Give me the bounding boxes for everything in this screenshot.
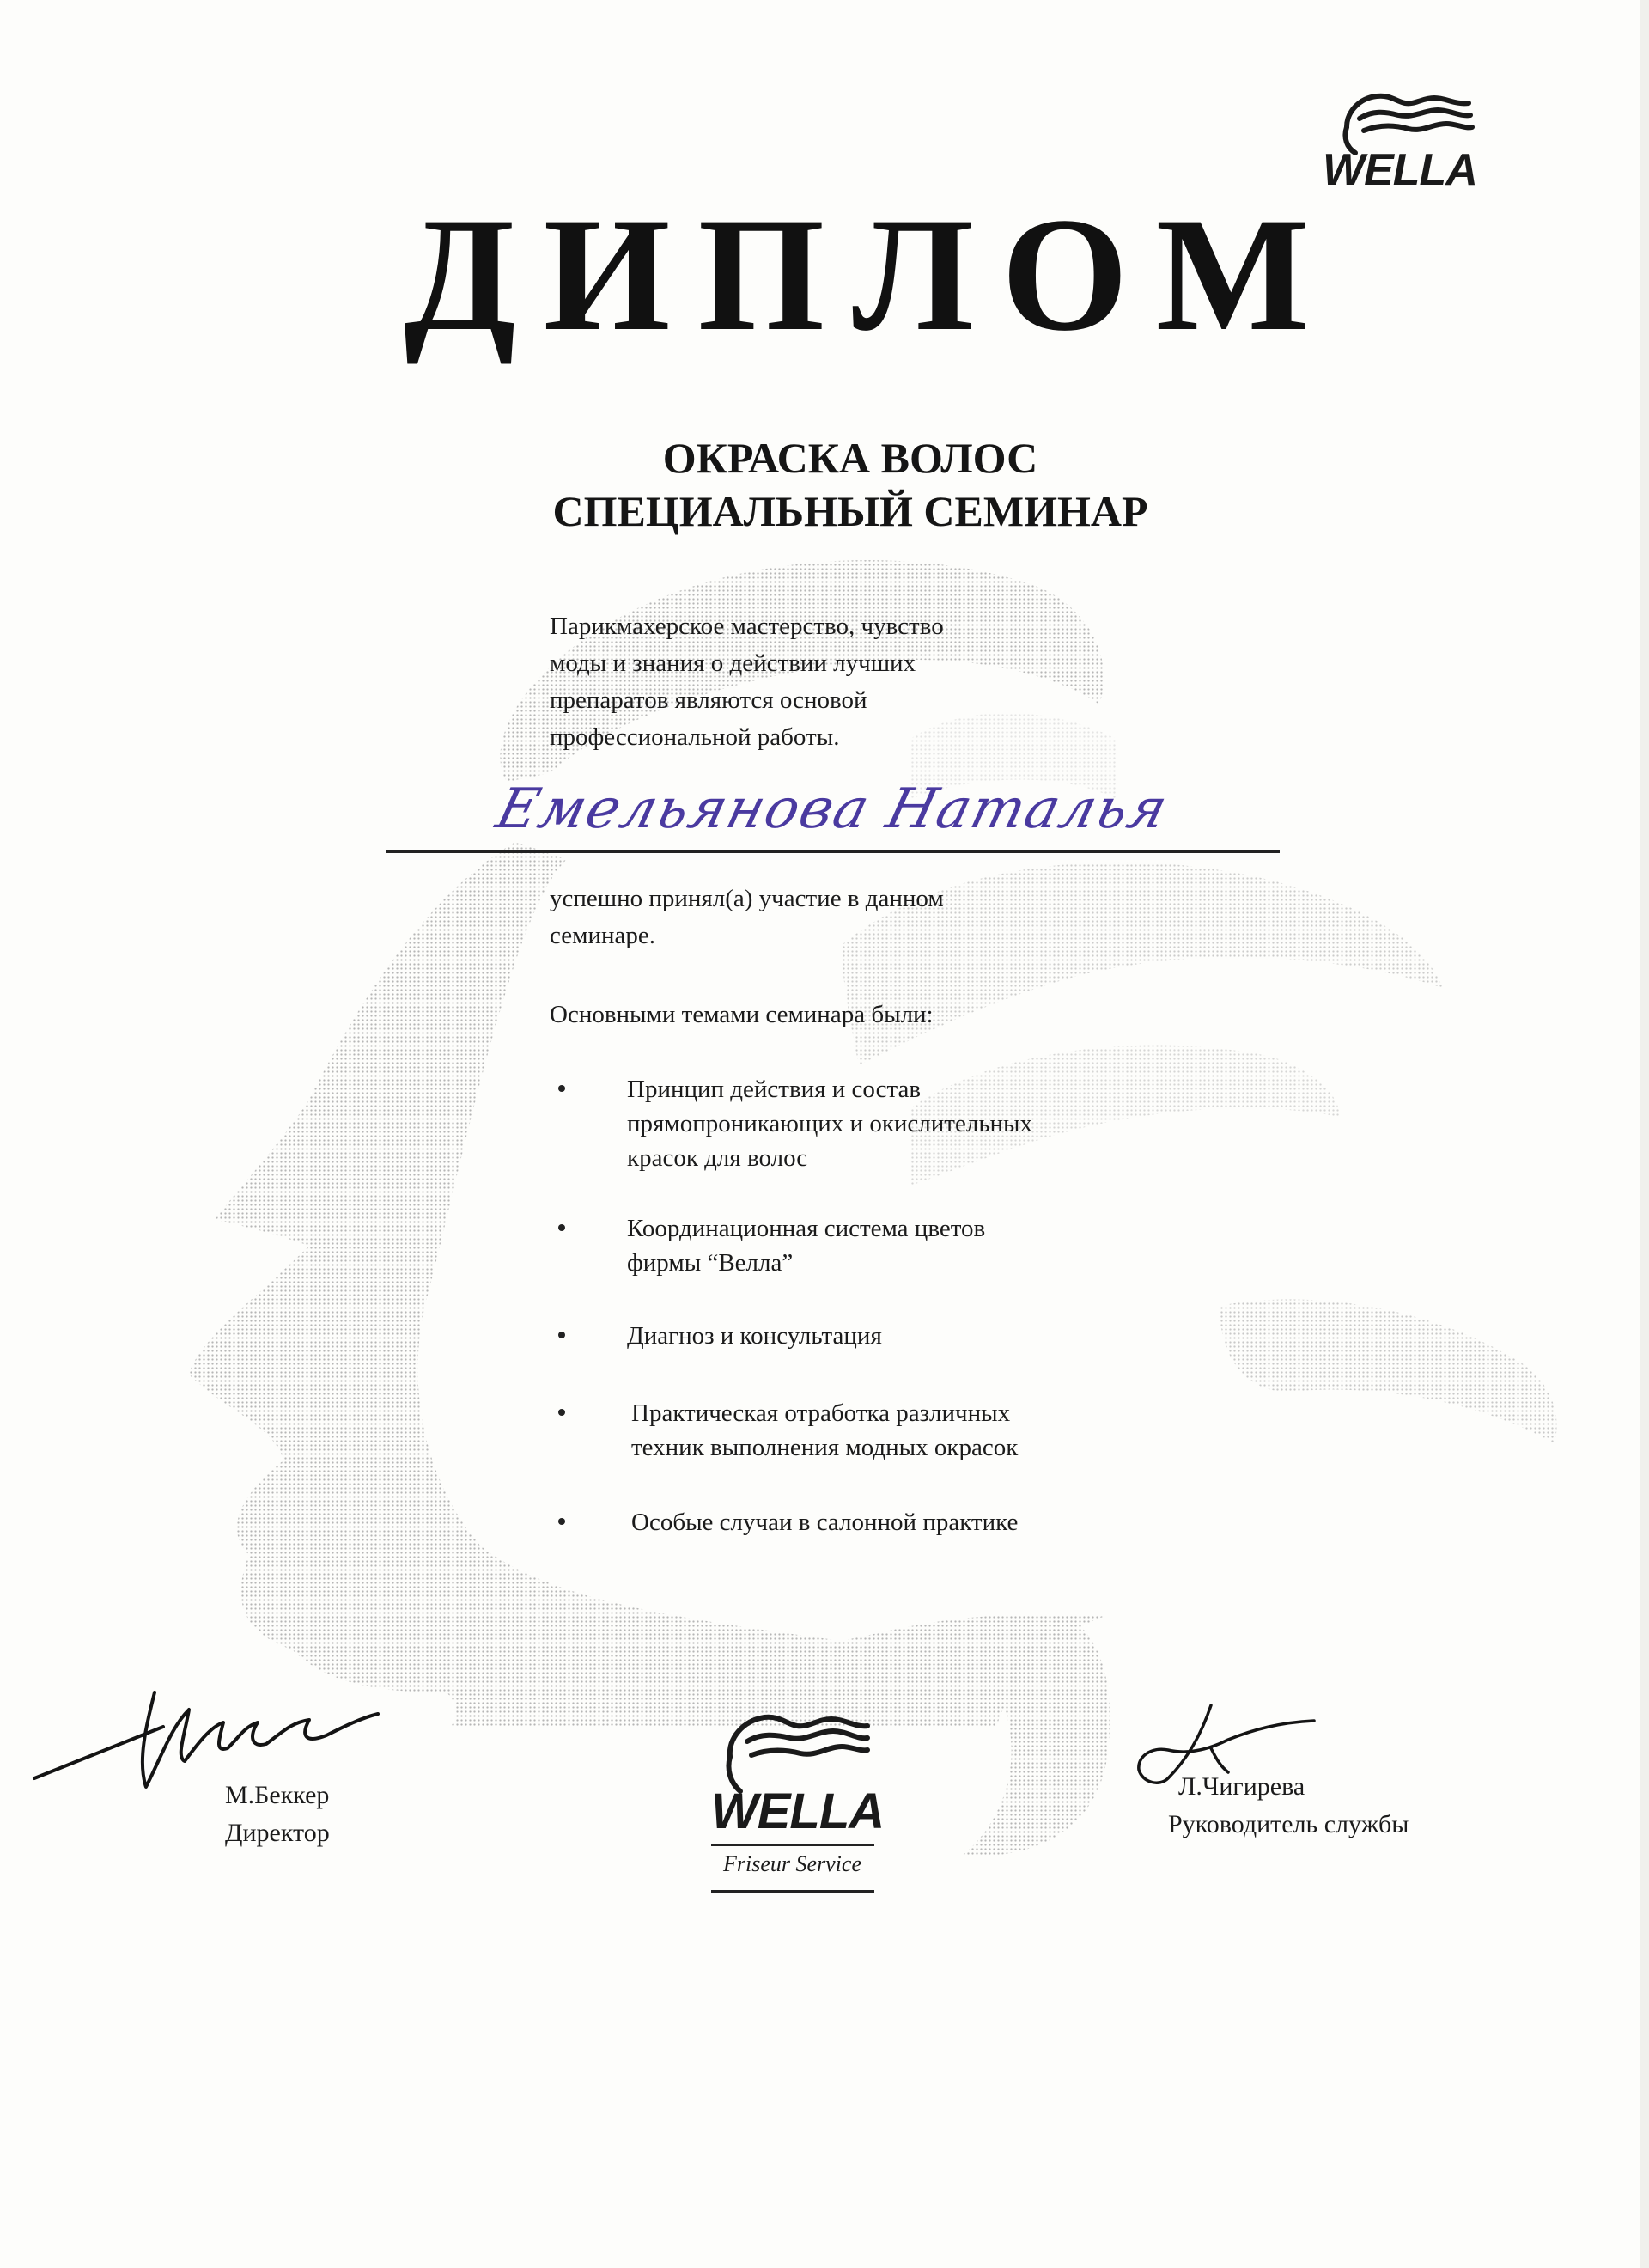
intro-line: профессиональной работы. bbox=[550, 723, 840, 751]
course-subtitle: СПЕЦИАЛЬНЫЙ СЕМИНАР bbox=[552, 487, 1148, 535]
intro-paragraph bbox=[550, 608, 944, 756]
recipient-name-handwritten: Емельянова Наталья bbox=[490, 777, 1176, 841]
head-of-service-role: Руководитель службы bbox=[1168, 1810, 1409, 1838]
friseur-rule-bottom bbox=[711, 1890, 874, 1893]
course-title: ОКРАСКА ВОЛОС bbox=[662, 434, 1038, 482]
intro-line: Парикмахерское мастерство, чувство bbox=[550, 613, 944, 640]
topic-line: Координационная система цветов bbox=[627, 1215, 986, 1242]
bullet-icon bbox=[558, 1332, 565, 1338]
friseur-service-text: Friseur Service bbox=[722, 1851, 861, 1876]
diploma-title: ДИПЛОМ bbox=[404, 185, 1337, 365]
participation-line: успешно принял(а) участие в данном bbox=[550, 885, 944, 912]
topic-line: Принцип действия и состав bbox=[627, 1076, 922, 1103]
head-of-service-name: Л.Чигирева bbox=[1178, 1772, 1305, 1801]
director-name: М.Беккер bbox=[225, 1781, 330, 1809]
bullet-icon bbox=[558, 1224, 565, 1231]
topics-heading-text: Основными темами семинара были: bbox=[550, 1001, 934, 1028]
head-of-service-block bbox=[1168, 1768, 1409, 1844]
participation-line: семинаре. bbox=[550, 922, 655, 949]
topic-item-4 bbox=[567, 1396, 1018, 1465]
recipient-name-underline bbox=[386, 850, 1280, 853]
bullet-icon bbox=[558, 1085, 565, 1092]
topics-heading bbox=[550, 997, 934, 1033]
topic-item-3 bbox=[567, 1319, 882, 1353]
topic-line: красок для волос bbox=[627, 1144, 808, 1172]
wella-logo-top-text: WELLA bbox=[1323, 145, 1477, 195]
intro-line: моды и знания о действии лучших bbox=[550, 649, 916, 677]
topic-item-5 bbox=[567, 1505, 1018, 1539]
topic-line: Практическая отработка различных bbox=[631, 1399, 1011, 1427]
topic-line: Диагноз и консультация bbox=[627, 1322, 882, 1350]
director-role: Директор bbox=[225, 1819, 330, 1847]
wella-logo-bottom-text: WELLA bbox=[711, 1783, 885, 1839]
bullet-icon bbox=[558, 1409, 565, 1416]
topic-line: фирмы “Велла” bbox=[627, 1249, 794, 1277]
director-block bbox=[225, 1777, 330, 1852]
topic-item-2 bbox=[567, 1211, 985, 1280]
topic-item-1 bbox=[567, 1072, 1032, 1175]
bullet-icon bbox=[558, 1518, 565, 1525]
topic-line: техник выполнения модных окрасок bbox=[631, 1434, 1019, 1461]
friseur-rule-top bbox=[711, 1844, 874, 1846]
director-signature bbox=[26, 1675, 386, 1796]
topic-line: Особые случаи в салонной практике bbox=[631, 1509, 1019, 1536]
intro-line: препаратов являются основой bbox=[550, 686, 867, 714]
topic-line: прямопроникающих и окислительных bbox=[627, 1110, 1033, 1137]
participation-paragraph bbox=[550, 881, 944, 954]
